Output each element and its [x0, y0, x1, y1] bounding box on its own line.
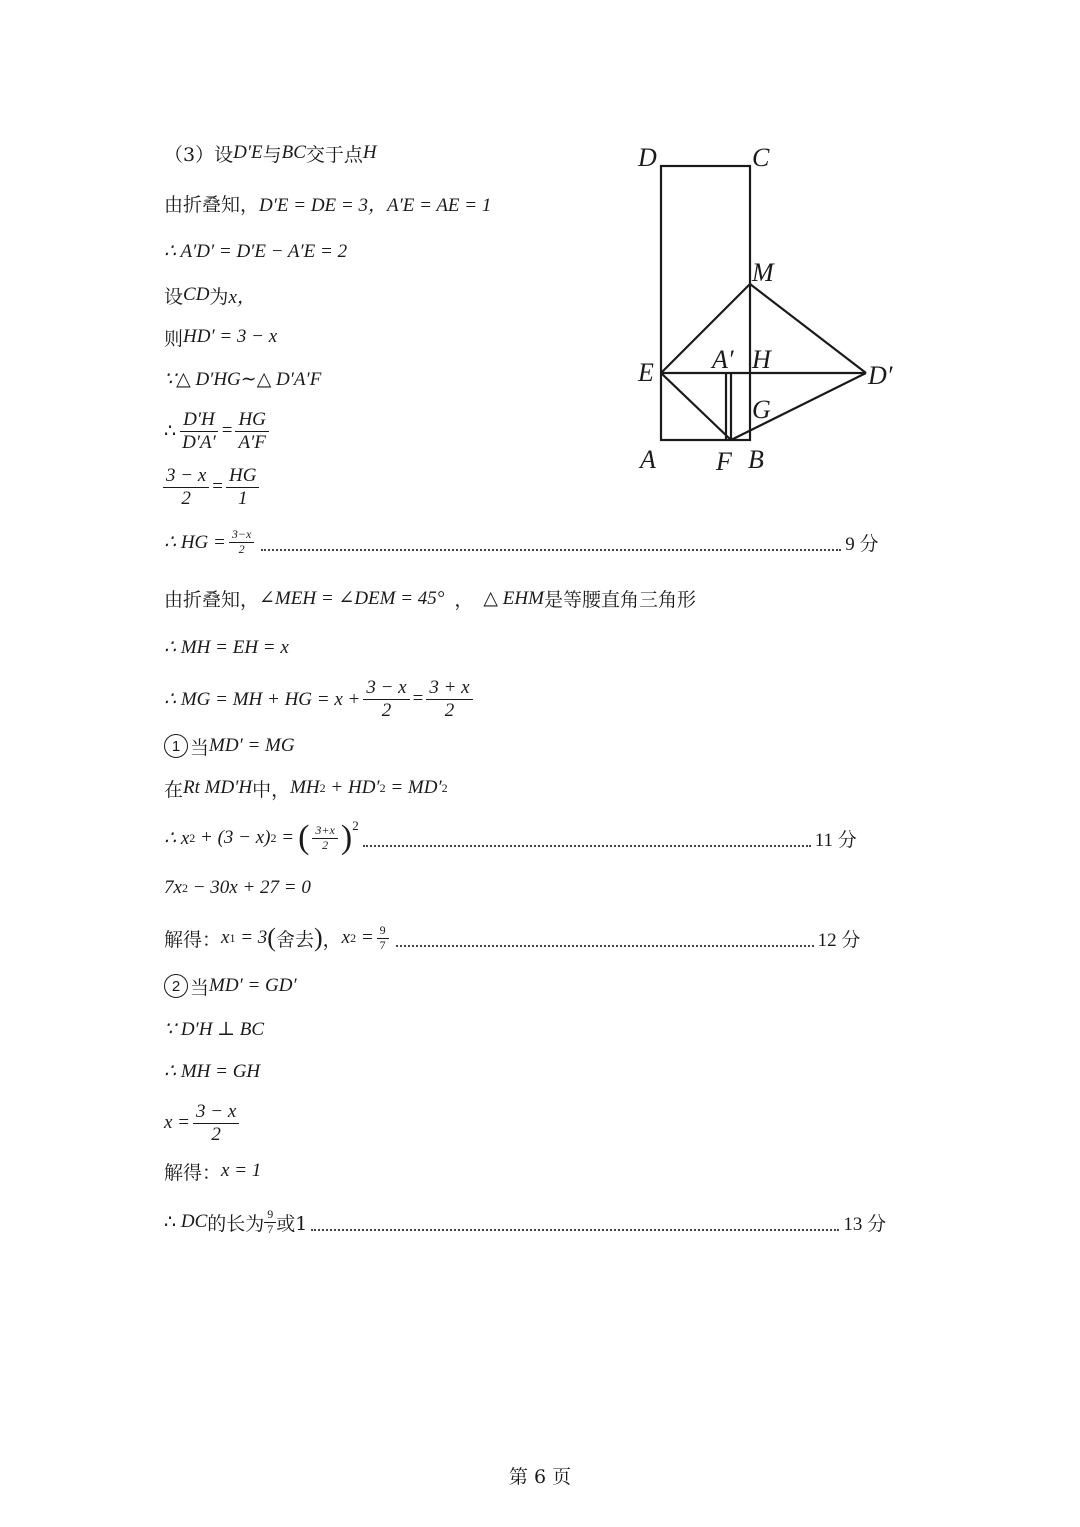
math: ∵ D′H ⊥ BC	[164, 1018, 265, 1040]
equals: =	[412, 688, 424, 709]
line-7	[164, 404, 272, 458]
exponent: 2	[379, 780, 386, 795]
math: 7x	[164, 877, 182, 898]
line-20	[164, 1056, 260, 1086]
numerator: 3 + x	[426, 677, 472, 700]
numerator: D′H	[180, 409, 218, 432]
line-10	[164, 583, 696, 613]
math: x	[221, 927, 230, 948]
text: 交于点	[305, 143, 363, 166]
denominator: 2	[322, 837, 329, 852]
equals: =	[356, 927, 374, 948]
fraction	[193, 1101, 239, 1146]
math: ∴ MG = MH + HG = x +	[164, 688, 361, 710]
label-d: D	[638, 143, 657, 172]
label-m: M	[752, 258, 774, 287]
math: HD′ = 3 − x	[183, 326, 278, 347]
text: 在	[164, 778, 184, 801]
exponent: 2	[189, 830, 196, 845]
text: 当	[190, 736, 210, 759]
fraction	[377, 924, 389, 953]
fraction	[264, 1208, 276, 1237]
score-label: 9 分	[845, 533, 879, 555]
dot-leader	[261, 537, 841, 551]
line-21	[164, 1096, 242, 1150]
right-paren: )	[340, 819, 353, 856]
text: 舍去	[275, 928, 314, 951]
math: − 30x + 27 = 0	[187, 877, 311, 898]
fraction	[179, 409, 219, 454]
line-16	[164, 873, 311, 903]
fraction	[235, 409, 268, 454]
dot-leader	[396, 933, 814, 947]
line-1	[164, 138, 377, 168]
numerator: 3−x	[229, 528, 254, 543]
circled-number: 1	[164, 734, 188, 758]
math: x = 1	[221, 1160, 262, 1181]
text: 解得：	[164, 928, 222, 951]
line-23	[164, 1202, 886, 1242]
segment-ef	[661, 373, 731, 440]
therefore-symbol: ∴	[164, 420, 177, 442]
math: H	[362, 142, 377, 163]
exponent: 2	[352, 818, 359, 833]
text: ，	[322, 928, 342, 951]
math: ∵△ D′HG∼△ D′A′F	[164, 368, 322, 390]
text: 中，	[252, 778, 291, 801]
fraction	[312, 824, 337, 853]
numerator: HG	[226, 465, 259, 488]
fraction	[226, 465, 259, 510]
line-17	[164, 918, 860, 958]
text: 与	[262, 143, 282, 166]
denominator: 1	[237, 487, 248, 509]
denominator: 2	[238, 541, 245, 556]
numerator: 3 − x	[193, 1101, 239, 1124]
numerator: HG	[235, 409, 268, 432]
text: 当	[190, 976, 210, 999]
exponent: 2	[181, 880, 188, 895]
denominator: 2	[444, 699, 455, 721]
line-8	[160, 460, 262, 514]
math: MH	[290, 777, 320, 798]
line-18	[164, 971, 297, 1001]
numerator: 9	[377, 924, 389, 939]
page-number: 第 6 页	[508, 1466, 572, 1488]
exponent: 2	[270, 830, 277, 845]
rectangle-abcd	[661, 166, 750, 440]
label-b: B	[748, 445, 764, 474]
exponent: 2	[319, 780, 326, 795]
text: 是等腰直角三角形	[543, 588, 696, 611]
label-a: A	[640, 445, 656, 474]
text: 设	[164, 285, 184, 308]
subscript: 1	[229, 930, 236, 945]
therefore-symbol: ∴	[164, 1211, 181, 1233]
math: BC	[281, 142, 306, 163]
text: ，	[454, 588, 474, 611]
line-19	[164, 1014, 264, 1044]
equals: =	[212, 476, 223, 497]
equals: =	[221, 420, 233, 441]
label-g: G	[752, 395, 771, 424]
denominator: 2	[381, 699, 392, 721]
math: CD	[183, 284, 210, 305]
math: ∠MEH = ∠DEM = 45°	[259, 587, 445, 609]
geometry-figure	[628, 136, 908, 486]
math: ∴ x	[164, 827, 190, 849]
line-15	[164, 816, 857, 860]
label-h: H	[752, 345, 771, 374]
numerator: 9	[264, 1208, 276, 1223]
left-paren: (	[298, 819, 310, 856]
numerator: 3+x	[312, 824, 337, 839]
math: x	[341, 927, 351, 948]
segment-em	[661, 284, 750, 373]
text: 的长为	[207, 1212, 265, 1235]
math: = 3	[235, 927, 268, 948]
dot-leader	[311, 1217, 839, 1231]
dot-leader	[363, 833, 811, 847]
denominator: 2	[211, 1123, 221, 1145]
label-e: E	[638, 358, 654, 387]
numerator: 3 − x	[363, 677, 409, 700]
math: x =	[164, 1112, 191, 1133]
text: 为	[209, 285, 229, 308]
denominator: 2	[181, 487, 191, 509]
fraction	[163, 465, 209, 510]
line-6	[164, 364, 321, 394]
label-a-prime: A′	[712, 345, 734, 374]
line-3	[164, 236, 347, 266]
math: = MD′	[385, 777, 442, 798]
exponent: 2	[441, 780, 448, 795]
line-4	[164, 280, 256, 310]
label-f: F	[716, 447, 732, 476]
text: 由折叠知，	[164, 193, 260, 216]
fraction	[426, 677, 472, 722]
denominator: 7	[379, 937, 386, 952]
math: D′E	[233, 142, 263, 163]
left-paren: (	[267, 923, 276, 952]
line-11	[164, 632, 289, 662]
denominator: 7	[267, 1221, 274, 1236]
math: DC	[180, 1211, 208, 1232]
math: ∴ MH = GH	[164, 1060, 261, 1082]
line-2	[164, 188, 491, 218]
denominator: D′A′	[182, 431, 216, 453]
line-12	[164, 672, 476, 726]
text: 解得：	[164, 1161, 222, 1184]
math: ∴ HG =	[164, 531, 226, 553]
numerator: 3 − x	[163, 465, 209, 488]
right-paren: )	[313, 923, 323, 952]
text: （3）设	[164, 143, 234, 166]
math: ∴ MH = EH = x	[164, 636, 289, 658]
line-13	[164, 731, 295, 761]
score-label: 13 分	[843, 1213, 887, 1235]
line-5	[164, 322, 277, 352]
line-9	[164, 524, 879, 560]
text: 则	[164, 327, 184, 350]
denominator: A′F	[238, 431, 266, 453]
fraction	[363, 677, 409, 722]
math: ∴ A′D′ = D′E − A′E = 2	[164, 240, 348, 262]
math: D′E = DE = 3，A′E = AE = 1	[259, 194, 492, 216]
circled-number: 2	[164, 974, 188, 998]
math: MD′ = MG	[209, 735, 295, 756]
math: + (3 − x)	[195, 827, 271, 848]
label-c: C	[752, 143, 770, 172]
equals: =	[276, 827, 295, 848]
subscript: 2	[350, 930, 357, 945]
fraction	[229, 528, 254, 557]
score-label: 11 分	[814, 829, 857, 851]
text: 或1	[276, 1212, 308, 1235]
text: 由折叠知，	[164, 588, 260, 611]
line-22	[164, 1156, 261, 1186]
line-14	[164, 773, 448, 803]
math: x，	[228, 286, 256, 308]
math: △ EHM	[483, 587, 544, 609]
math: MD′ = GD′	[209, 975, 297, 996]
math: Rt MD′H	[183, 777, 253, 798]
label-d-prime: D′	[868, 361, 893, 390]
math: + HD′	[325, 777, 380, 798]
score-label: 12 分	[817, 929, 861, 951]
